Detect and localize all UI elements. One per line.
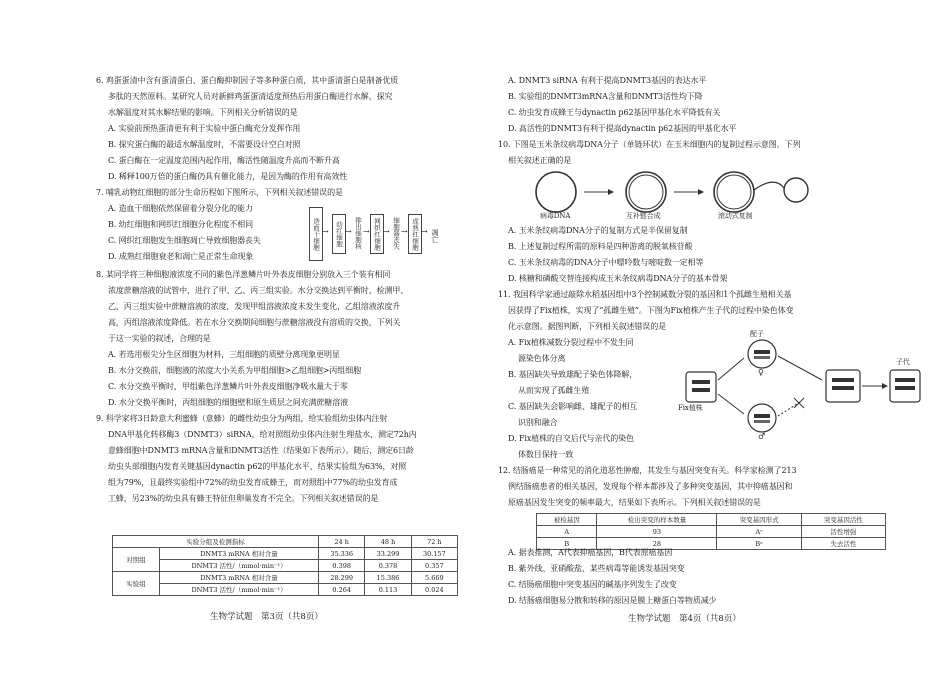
table-group-cell: 对照组 <box>113 548 160 572</box>
q7-option-b: B. 幼红细胞和网织红细胞分化程度不相同 <box>108 220 253 229</box>
table-cell: 15.386 <box>365 572 411 584</box>
q10-option-d: D. 核糖和磷酸交替连接构成玉米条纹病毒DNA分子的基本骨架 <box>508 274 728 283</box>
q6-option-c: C. 蛋白酶在一定温度范围内起作用，酶活性随温度升高而不断升高 <box>108 156 340 165</box>
q10-label-complement: 互补链合成 <box>626 212 661 220</box>
arrow-icon: → <box>421 227 428 236</box>
table-header-cell: 72 h <box>411 536 457 548</box>
table-cell: 35.336 <box>319 548 365 560</box>
chromosome-bar <box>895 386 915 390</box>
q11-option-a-2: 源染色体分离 <box>518 354 566 363</box>
new-strand-circle <box>784 178 808 202</box>
table-cell: Bᵉ <box>717 538 801 550</box>
q11-option-d-1: D. Fix植株的自交后代与亲代的染色 <box>508 434 634 443</box>
table-row <box>113 572 458 584</box>
table-header-cell: 24 h <box>319 536 365 548</box>
q11-option-d-2: 体数目保持一致 <box>518 450 574 459</box>
q7-stage-erythroblast: 幼红细胞 <box>332 214 346 254</box>
table-row-label: DNMT3 mRNA 相对含量 <box>160 548 319 560</box>
arrow-icon <box>608 189 614 195</box>
table-row <box>113 560 458 572</box>
q7-stage-apoptosis: 凋亡 <box>431 229 439 243</box>
q10-stem-2: 相关叙述正确的是 <box>508 156 572 165</box>
q9-data-table <box>112 535 458 596</box>
q9-stem-2: DNA甲基化转移酶3（DNMT3）siRNA，给对照组幼虫体内注射生理盐水，测定72h内 <box>108 430 417 439</box>
q11-chromosome-diagram <box>674 330 924 440</box>
arrow-icon: → <box>345 227 352 236</box>
q9-stem-1: 9. 科学家将3日龄意大利蜜蜂（意蜂）的雌性幼虫分为两组，给实验组幼虫体内注射 <box>96 414 388 423</box>
rolling-outer-circle <box>714 172 754 212</box>
q12-option-d: D. 结肠癌细胞易分散和转移的原因是膜上糖蛋白等物质减少 <box>508 596 717 605</box>
q7-option-a: A. 造血干细胞依然保留着分裂分化的能力 <box>108 204 253 213</box>
chromosome-bar <box>754 350 770 354</box>
q12-stem-3: 原癌基因发生突变的频率最大，结果如下表所示。下列相关叙述错误的是 <box>508 498 761 507</box>
arrow-icon <box>698 189 704 195</box>
arrow-icon: → <box>322 227 329 236</box>
arrow-icon: → <box>401 227 408 236</box>
female-symbol-icon: ♀ <box>758 368 764 377</box>
chromosome-bar <box>754 420 770 423</box>
table-cell: 0.113 <box>365 584 411 596</box>
arrow-icon: → <box>363 227 370 236</box>
table-cell: 0.357 <box>411 560 457 572</box>
q8-stem-1: 8. 某同学将三种细胞液浓度不同的紫色洋葱鳞片叶外表皮细胞分别放入三个装有相同 <box>96 270 391 279</box>
chromosome-bar <box>754 356 770 359</box>
table-header-row <box>113 536 458 548</box>
table-cell: 失去活性 <box>801 538 885 550</box>
table-cell: A <box>537 526 597 538</box>
table-row <box>113 584 458 596</box>
table-row-label: DNMT3 活性/（mmol·min⁻¹） <box>160 560 319 572</box>
q11-stem-2: 因获得了Fix植株，实现了“孤雌生殖”。下图为Fix植株产生子代的过程中染色体变 <box>508 306 794 315</box>
page-footer-right: 生物学试题 第4页（共8页） <box>628 614 741 624</box>
q9-option-a: A. DNMT3 siRNA 有利于提高DNMT3基因的表达水平 <box>508 76 707 85</box>
q8-stem-4: 高，丙组溶液浓度降低。若在水分交换期间细胞与蔗糖溶液没有溶质的交换，下列关 <box>108 318 401 327</box>
table-header-cell: 48 h <box>365 536 411 548</box>
table-header-cell: 被检基因 <box>537 514 597 526</box>
q11-offspring-label: 子代 <box>896 358 910 366</box>
chromosome-bar <box>832 378 854 382</box>
table-cell: 5.669 <box>411 572 457 584</box>
q9-stem-4: 幼虫头部细胞内发育关键基因dynactin p62的甲基化水平，结果实验组为63%，对照 <box>108 462 407 471</box>
table-row <box>113 548 458 560</box>
table-cell: B <box>537 538 597 550</box>
chromosome-bar <box>895 378 915 382</box>
table-cell: 0.264 <box>319 584 365 596</box>
complement-outer-circle <box>626 172 666 212</box>
complement-inner-circle <box>629 175 663 209</box>
q12-option-b: B. 紫外线、亚硝酸盐、某些病毒等能诱发基因突变 <box>508 564 685 573</box>
q7-stage-mature-rbc: 成熟红细胞 <box>408 214 422 254</box>
right-page <box>478 0 950 677</box>
q6-stem-2: 多肽的天然原料。某研究人员对新鲜鸡蛋蛋清适度预热后用蛋白酶进行水解，探究 <box>108 92 393 101</box>
q10-option-c: C. 玉米条纹病毒的DNA分子中嘌呤数与嘧啶数一定相等 <box>508 258 704 267</box>
q9-stem-5: 组为79%，且最终实验组中72%的幼虫发育成蜂王，而对照组中77%的幼虫发育成 <box>108 478 398 487</box>
viral-dna-circle <box>536 172 576 212</box>
q7-step-nucleus-expelled: 排出细胞核 <box>352 214 364 252</box>
page-footer-left: 生物学试题 第3页（共8页） <box>210 612 323 622</box>
table-row <box>537 526 886 538</box>
arrow-icon <box>882 383 888 389</box>
arrow-icon <box>718 394 744 414</box>
q9-stem-6: 工蜂，另23%的幼虫具有蜂王特征但卵巢发育不完全。下列相关叙述错误的是 <box>108 494 379 503</box>
q7-stage-stem-cell: 造血干细胞 <box>309 207 323 261</box>
fix-plant-cell <box>686 372 716 402</box>
chromosome-bar <box>692 380 710 384</box>
table-cell: 93 <box>597 526 717 538</box>
q7-stem: 7. 哺乳动物红细胞的部分生命历程如下图所示，下列相关叙述错误的是 <box>96 188 343 197</box>
q9-option-b: B. 实验组的DNMT3mRNA含量和DNMT3活性均下降 <box>508 92 703 101</box>
chromosome-bar <box>832 386 854 390</box>
q9-option-c: C. 幼虫发育成蜂王与dynactin p62基因甲基化水平降低有关 <box>508 108 721 117</box>
q8-option-c: C. 水分交换平衡时，甲组紫色洋葱鳞片叶外表皮细胞净吸水量大于零 <box>108 382 348 391</box>
table-cell: 0.024 <box>411 584 457 596</box>
chromosome-bar <box>692 388 710 392</box>
q8-stem-3: 乙、丙三组实验中蔗糖溶液的浓度，发现甲组溶液浓度未发生变化，乙组溶液浓度升 <box>108 302 401 311</box>
table-cell: 活性增强 <box>801 526 885 538</box>
arrow-icon: → <box>383 227 390 236</box>
q6-option-d: D. 稀释100万倍的蛋白酶仍具有催化能力，是因为酶的作用有高效性 <box>108 172 348 181</box>
table-cell: 28 <box>597 538 717 550</box>
q8-stem-5: 于这一实验的叙述，合理的是 <box>108 334 211 343</box>
q11-option-b-1: B. 基因缺失导致雄配子染色体降解， <box>508 370 638 379</box>
rolling-inner-circle <box>717 175 751 209</box>
q8-option-a: A. 若选用根尖分生区细胞为材料，三组细胞的质壁分离现象更明显 <box>108 350 340 359</box>
q10-replication-diagram <box>528 168 858 224</box>
q11-stem-1: 11. 我国科学家通过敲除水稻基因组中3个控制减数分裂的基因和1个孤雌生殖相关基 <box>498 290 792 299</box>
q11-option-a-1: A. Fix植株减数分裂过程中不发生同 <box>508 338 634 347</box>
table-header-cell: 实验分组及检测指标 <box>113 536 319 548</box>
q11-option-b-2: 从而实现了孤雌生殖 <box>518 386 590 395</box>
table-header-row <box>537 514 886 526</box>
table-header-cell: 检出突变的样本数量 <box>597 514 717 526</box>
table-header-cell: 突变基因活性 <box>801 514 885 526</box>
q11-gamete-label: 配子 <box>750 330 764 338</box>
q7-option-d: D. 成熟红细胞衰老和凋亡是正常生命现象 <box>108 252 254 261</box>
rolling-strand <box>754 182 784 190</box>
q6-option-b: B. 探究蛋白酶的最适水解温度时，不需要设计空白对照 <box>108 140 301 149</box>
table-cell: 33.299 <box>365 548 411 560</box>
q10-option-b: B. 上述复制过程所需的原料是四种游离的脱氧核苷酸 <box>508 242 693 251</box>
q7-stage-reticulocyte: 网织红细胞 <box>370 214 384 254</box>
q12-option-c: C. 结肠癌细胞中突变基因的碱基序列发生了改变 <box>508 580 677 589</box>
q11-option-c-2: 识别和融合 <box>518 418 558 427</box>
male-symbol-icon: ♂ <box>758 432 766 441</box>
table-cell: 0.398 <box>319 560 365 572</box>
q9-stem-3: 意蜂细胞中DNMT3 mRNA含量和DNMT3活性（结果如下表所示）。随后，测定6日龄 <box>108 446 414 455</box>
arrow-icon <box>778 356 822 380</box>
q11-fix-plant-label: Fix植株 <box>678 404 703 412</box>
table-row-label: DNMT3 mRNA 相对含量 <box>160 572 319 584</box>
q10-label-viral-dna: 病毒DNA <box>540 212 571 220</box>
q11-option-c-1: C. 基因缺失会影响雌、雄配子的相互 <box>508 402 638 411</box>
table-cell: 0.378 <box>365 560 411 572</box>
q8-option-d: D. 水分交换平衡时，丙组细胞的细胞壁和原生质层之间充满蔗糖溶液 <box>108 398 349 407</box>
q11-stem-3: 化示意图。据图判断，下列相关叙述错误的是 <box>508 322 666 331</box>
arrow-icon <box>718 358 744 380</box>
q7-option-c: C. 网织红细胞发生细胞凋亡导致细胞器丧失 <box>108 236 261 245</box>
table-cell: 30.157 <box>411 548 457 560</box>
table-row-label: DNMT3 活性/（mmol·min⁻¹） <box>160 584 319 596</box>
table-header-cell: 突变基因形式 <box>717 514 801 526</box>
q12-stem-2: 例结肠癌患者的相关基因，发现每个样本都涉及了多种突变基因，其中抑癌基因和 <box>508 482 793 491</box>
q9-option-d: D. 高活性的DNMT3有利于提高dynactin p62基因的甲基化水平 <box>508 124 737 133</box>
q10-stem-1: 10. 下图是玉米条纹病毒DNA分子（单链环状）在玉米细胞内的复制过程示意图。下列 <box>498 140 801 149</box>
q12-option-a: A. 据表推测，A代表抑癌基因，B代表原癌基因 <box>508 548 673 557</box>
chromosome-bar <box>754 414 770 418</box>
q10-option-a: A. 玉米条纹病毒DNA分子的复制方式是半保留复制 <box>508 226 688 235</box>
table-cell: 28.299 <box>319 572 365 584</box>
q6-stem-3: 水解温度对其水解结果的影响。下列相关分析错误的是 <box>108 108 298 117</box>
q6-option-a: A. 实验前预热蛋清更有利于实验中蛋白酶充分发挥作用 <box>108 124 301 133</box>
table-group-cell: 实验组 <box>113 572 160 596</box>
q8-stem-2: 浓度蔗糖溶液的试管中，进行了甲、乙、丙三组实验。水分交换达到平衡时，检测甲、 <box>108 286 409 295</box>
q12-stem-1: 12. 结肠癌是一种常见的消化道恶性肿瘤，其发生与基因突变有关。科学家检测了213 <box>498 466 797 475</box>
q8-option-b: B. 水分交换前，细胞液的浓度大小关系为甲组细胞>乙组细胞>丙组细胞 <box>108 366 361 375</box>
q7-step-organelle-loss: 细胞器丧失 <box>390 214 402 252</box>
dashed-arrow-icon <box>778 402 800 416</box>
q10-label-rolling: 滚动式复制 <box>718 212 753 220</box>
table-cell: Aᵛ <box>717 526 801 538</box>
q12-mutation-table <box>536 513 886 550</box>
q6-stem-1: 6. 鸡蛋蛋清中含有蛋清蛋白、蛋白酶抑制因子等多种蛋白质，其中蛋清蛋白是制备优质 <box>96 76 399 85</box>
